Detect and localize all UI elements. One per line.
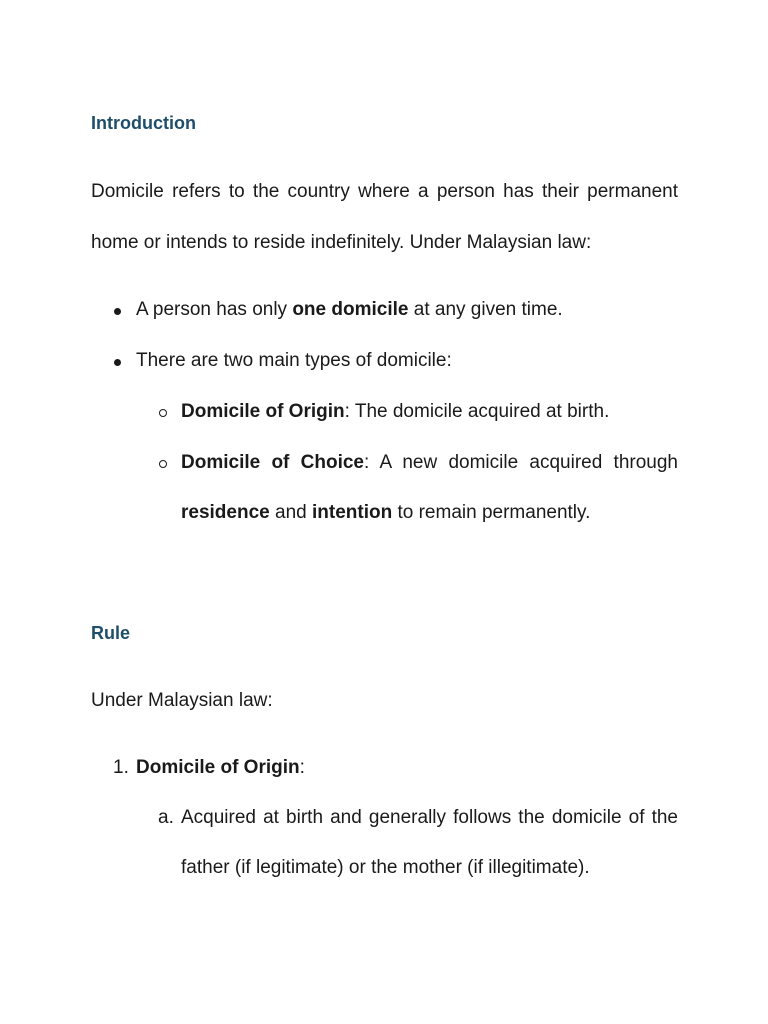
intro-paragraph-line-1: Domicile refers to the country where a person has their permanent [91,181,678,202]
sub-bullet-text: : A new domicile acquired through [363,452,678,473]
sub-bullet-domicile-of-choice-line-2 [181,502,590,524]
bullet-item-two-types: There are two main types of domicile: [136,350,452,371]
intro-paragraph-line-2: home or intends to reside indefinitely. Under Malaysian law: [91,232,592,253]
sub-bullet-domicile-of-choice-line-1 [181,452,678,474]
rule-intro: Under Malaysian law: [91,690,273,711]
numbered-item-colon: : [299,757,305,778]
bullet-item-one-domicile [136,299,563,321]
bold-intention: intention [312,502,393,523]
bullet-icon [114,359,121,366]
bullet-icon [114,308,121,315]
list-letter-marker: a. [158,807,174,828]
sub-bullet-text: : The domicile acquired at birth. [344,401,610,422]
section-heading-introduction: Introduction [91,113,196,133]
sub-bullet-bold: Domicile of Origin [181,401,345,422]
lettered-item-line-1: Acquired at birth and generally follows the domicile of the [181,807,678,828]
list-number-marker: 1. [113,757,129,778]
sub-bullet-bold: Domicile of Choice [181,452,364,473]
numbered-item-domicile-of-origin [136,757,305,779]
hollow-circle-bullet-icon [159,409,167,417]
bullet-text-pre: A person has only [136,299,293,320]
numbered-item-bold: Domicile of Origin [136,757,300,778]
bullet-text-bold: one domicile [292,299,409,320]
hollow-circle-bullet-icon [159,460,167,468]
text-remain: to remain permanently. [392,502,591,523]
bullet-text-post: at any given time. [408,299,563,320]
sub-bullet-domicile-of-origin [181,401,609,423]
bold-residence: residence [181,502,270,523]
text-and: and [269,502,312,523]
section-heading-rule: Rule [91,623,131,643]
lettered-item-line-2: father (if legitimate) or the mother (if illegitimate). [181,857,590,878]
